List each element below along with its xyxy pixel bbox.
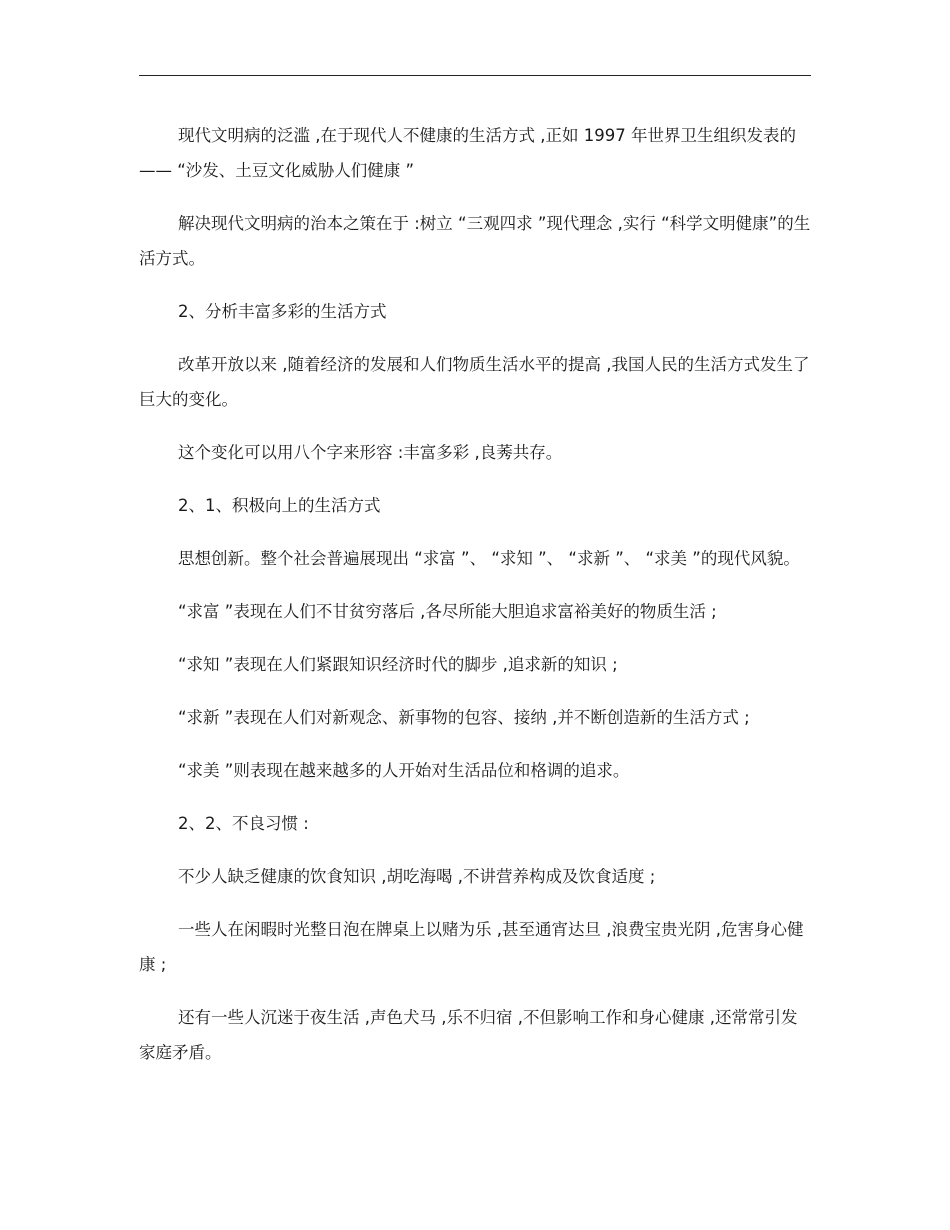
- paragraph: 这个变化可以用八个字来形容 :丰富多彩 ,良莠共存。: [178, 443, 563, 462]
- section-heading: 2、分析丰富多彩的生活方式: [178, 302, 387, 321]
- paragraph: 不少人缺乏健康的饮食知识 ,胡吃海喝 ,不讲营养构成及饮食适度 ;: [178, 867, 656, 886]
- paragraph: 还有一些人沉迷于夜生活 ,声色犬马 ,乐不归宿 ,不但影响工作和身心健康 ,还常常引发家庭矛盾。: [139, 1008, 798, 1062]
- paragraph: 一些人在闲暇时光整日泡在牌桌上以赌为乐 ,甚至通宵达旦 ,浪费宝贵光阴 ,危害身心健康 ;: [139, 920, 804, 974]
- paragraph: “求美 ”则表现在越来越多的人开始对生活品位和格调的追求。: [178, 761, 630, 780]
- paragraph: 现代文明病的泛滥 ,在于现代人不健康的生活方式 ,正如 1997 年世界卫生组织发表的—— “沙发、土豆文化威胁人们健康 ”: [139, 126, 796, 180]
- paragraph: “求新 ”表现在人们对新观念、新事物的包容、接纳 ,并不断创造新的生活方式 ;: [178, 708, 750, 727]
- paragraph: 改革开放以来 ,随着经济的发展和人们物质生活水平的提高 ,我国人民的生活方式发生了巨大的变化。: [139, 355, 810, 409]
- paragraph: “求富 ”表现在人们不甘贫穷落后 ,各尽所能大胆追求富裕美好的物质生活 ;: [178, 602, 717, 621]
- document-body: [139, 118, 811, 1070]
- paragraph: “求知 ”表现在人们紧跟知识经济时代的脚步 ,追求新的知识 ;: [178, 655, 618, 674]
- paragraph: 思想创新。整个社会普遍展现出 “求富 ”、 “求知 ”、 “求新 ”、 “求美 ”的现代风貌。: [178, 549, 800, 568]
- header-rule: [139, 75, 811, 76]
- section-heading: 2、1、积极向上的生活方式: [178, 496, 381, 515]
- section-heading: 2、2、不良习惯 :: [178, 814, 309, 833]
- paragraph: 解决现代文明病的治本之策在于 :树立 “三观四求 ”现代理念 ,实行 “科学文明健康”的生活方式。: [139, 214, 811, 268]
